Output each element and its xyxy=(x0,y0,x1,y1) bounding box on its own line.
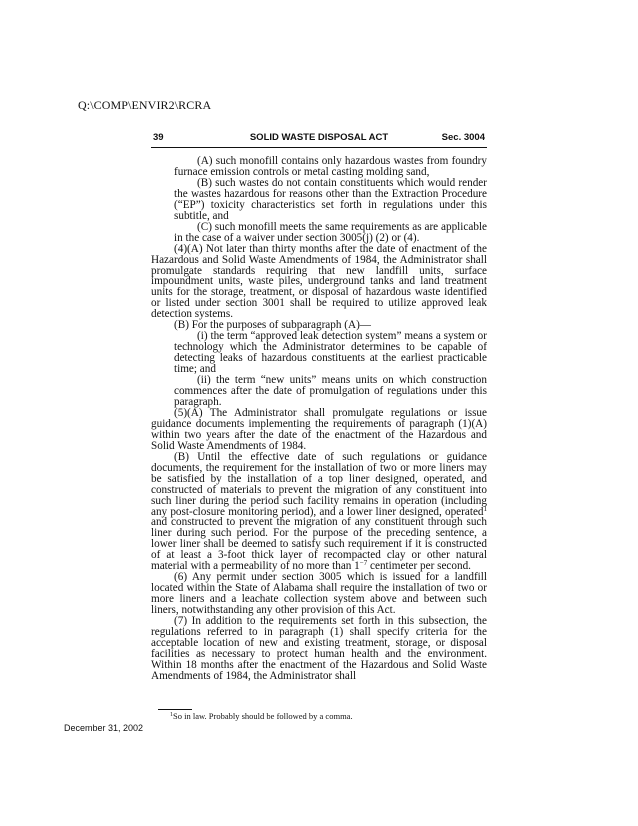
paragraph-3c: (C) such monofill meets the same requirements as are applicable in the case of a waiver under section 3005(j) (2) or (4). xyxy=(174,220,487,244)
running-head xyxy=(151,132,487,148)
paragraph-7: (7) In addition to the requirements set forth in this subsection, the regulations referred to in paragraph (1) shall specify criteria for the acceptable location of new and existing treatment, storage, or disposal facilities as necessary to protect human health and the environment. Within 18 months after the enactment of the Hazardous and Solid Waste Amendments of 1984, the Administrator shall xyxy=(151,615,487,682)
paragraph-5b-text-3: centimeter per second. xyxy=(367,560,471,573)
file-path: Q:\COMP\ENVIR2\RCRA xyxy=(78,98,212,112)
footnote-rule xyxy=(158,709,192,710)
paragraph-5b-text-1: (B) Until the effective date of such regulations or guidance documents, the requirement for the installation of two or more liners may be satisfied by the installation of a top liner designed, operated, and constructed of materials to prevent the migration of any constituent into such liner during the period such facility remains in operation (including any post-closure monitoring period), and a lower liner designed, operated xyxy=(151,450,487,518)
paragraph-4b-i: (i) the term “approved leak detection system” means a system or technology which the Administrator determines to be capable of detecting leaks of hazardous constituents at the earliest practicable time; and xyxy=(174,330,487,376)
paragraph-6: (6) Any permit under section 3005 which is issued for a landfill located within the State of Alabama shall require the installation of two or more liners and a leachate collection system above and between such liners, notwithstanding any other provision of this Act. xyxy=(151,571,487,617)
section-number: Sec. 3004 xyxy=(441,132,485,143)
footnote-text: So in law. Probably should be followed by a comma. xyxy=(173,711,353,721)
footnote xyxy=(170,711,353,721)
paragraph-4a: (4)(A) Not later than thirty months after the date of enactment of the Hazardous and Solid Waste Amendments of 1984, the Administrator shall promulgate standards requiring that new landfill units, surface impoundment units, waste piles, underground tanks and land treatment units for the storage, treatment, or disposal of hazardous waste identified or listed under section 3001 shall be required to utilize approved leak detection systems. xyxy=(151,242,487,321)
paragraph-3a: (A) such monofill contains only hazardous wastes from foundry furnace emission controls or metal casting molding sand, xyxy=(174,155,487,178)
page-number: 39 xyxy=(153,132,164,143)
paragraph-4b: (B) For the purposes of subparagraph (A)— xyxy=(174,319,371,332)
footnote-marker: 1 xyxy=(170,712,173,718)
paragraph-5a: (5)(A) The Administrator shall promulgate regulations or issue guidance documents implementing the requirements of paragraph (1)(A) within two years after the date of the enactment of the Hazardous and Solid Waste Amendments of 1984. xyxy=(151,406,487,452)
paragraph-5b-text-2: and constructed to prevent the migration of any constituent through such liner during such period. For the purpose of the preceding sentence, a lower liner shall be deemed to satisfy such requirement if it is constructed of at least a 3-foot thick layer of recompacted clay or other natural material with a permeability of no more than 1 xyxy=(151,516,487,573)
print-date: December 31, 2002 xyxy=(64,723,144,733)
statute-text xyxy=(151,156,487,682)
paragraph-5b xyxy=(151,452,487,572)
running-title: SOLID WASTE DISPOSAL ACT xyxy=(249,132,389,143)
footnote-reference: 1 xyxy=(483,504,487,513)
paragraph-4b-ii: (ii) the term “new units” means units on which construction commences after the date of promulgation of regulations under this paragraph. xyxy=(174,374,487,408)
paragraph-3b: (B) such wastes do not contain constituents which would render the wastes hazardous for reasons other than the Extraction Procedure (“EP”) toxicity characteristics set forth in regulations under this subtitle, and xyxy=(174,176,487,222)
permeability-exponent: −7 xyxy=(359,559,368,568)
